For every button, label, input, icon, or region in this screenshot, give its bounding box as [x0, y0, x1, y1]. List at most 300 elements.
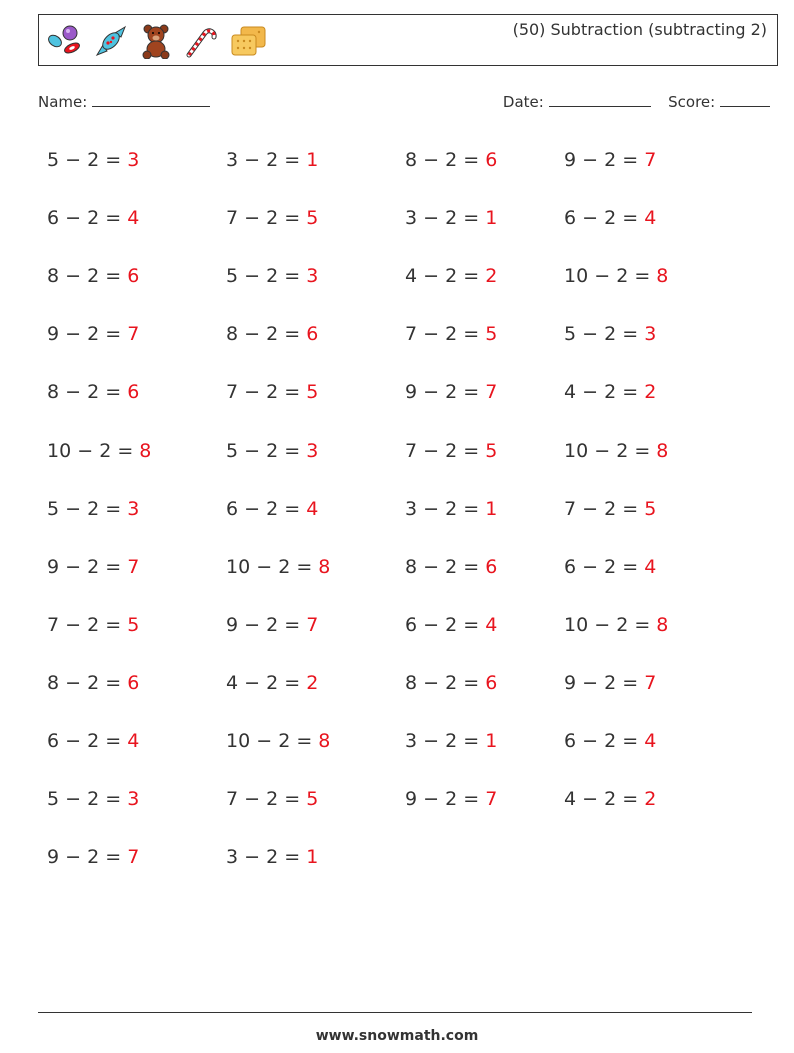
equals-sign: = — [616, 555, 645, 578]
minuend: 7 — [226, 207, 239, 230]
minuend: 9 — [405, 381, 418, 404]
equals-sign: = — [99, 555, 128, 578]
problem-item — [226, 555, 330, 579]
answer: 4 — [485, 613, 498, 636]
problem-item — [47, 787, 139, 811]
minus-sign: − — [59, 613, 88, 636]
minus-sign: − — [588, 613, 617, 636]
subtrahend: 2 — [266, 613, 279, 636]
minus-sign: − — [59, 381, 88, 404]
answer: 5 — [485, 439, 498, 462]
subtrahend: 2 — [87, 671, 100, 694]
minus-sign: − — [250, 730, 279, 752]
worksheet-title: (50) Subtraction (subtracting 2) — [512, 20, 767, 39]
answer: 6 — [485, 555, 498, 578]
subtrahend: 2 — [87, 265, 100, 288]
subtrahend: 2 — [87, 613, 100, 636]
answer: 6 — [485, 149, 498, 171]
minus-sign: − — [417, 613, 446, 636]
equals-sign: = — [457, 788, 486, 811]
minuend: 6 — [47, 730, 60, 752]
equals-sign: = — [457, 149, 486, 171]
minuend: 3 — [405, 730, 418, 752]
equals-sign: = — [616, 671, 645, 694]
answer: 4 — [644, 730, 657, 752]
subtrahend: 2 — [604, 671, 617, 694]
minuend: 9 — [564, 149, 577, 171]
equals-sign: = — [616, 497, 645, 520]
equals-sign: = — [278, 439, 307, 462]
answer: 4 — [127, 207, 140, 230]
subtrahend: 2 — [266, 497, 279, 520]
minuend: 9 — [405, 788, 418, 811]
problem-item — [564, 322, 656, 346]
problem-item — [564, 148, 656, 172]
minus-sign: − — [417, 497, 446, 520]
problem-item — [564, 555, 656, 579]
minus-sign: − — [417, 207, 446, 230]
equals-sign: = — [278, 323, 307, 346]
answer: 8 — [656, 265, 669, 288]
answer: 7 — [644, 149, 657, 171]
problem-item — [47, 497, 139, 521]
info-row — [38, 92, 778, 116]
minuend: 3 — [226, 149, 239, 171]
subtrahend: 2 — [616, 265, 629, 288]
subtrahend: 2 — [604, 788, 617, 811]
problem-item — [47, 264, 139, 288]
answer: 6 — [485, 671, 498, 694]
equals-sign: = — [616, 730, 645, 752]
date-score-fields — [503, 92, 770, 111]
minus-sign: − — [59, 323, 88, 346]
minus-sign: − — [59, 555, 88, 578]
answer: 5 — [306, 207, 319, 230]
minus-sign: − — [576, 323, 605, 346]
subtrahend: 2 — [445, 788, 458, 811]
minuend: 10 — [564, 265, 589, 288]
equals-sign: = — [278, 149, 307, 171]
equals-sign: = — [99, 613, 128, 636]
subtrahend: 2 — [87, 730, 100, 752]
problem-item — [405, 322, 497, 346]
equals-sign: = — [628, 613, 657, 636]
footer-divider — [38, 1012, 752, 1013]
minuend: 5 — [564, 323, 577, 346]
problem-item — [47, 729, 139, 753]
equals-sign: = — [457, 381, 486, 404]
answer: 8 — [139, 439, 152, 462]
equals-sign: = — [457, 265, 486, 288]
problem-item — [564, 206, 656, 230]
equals-sign: = — [278, 381, 307, 404]
minus-sign: − — [71, 439, 100, 462]
minuend: 3 — [405, 207, 418, 230]
subtrahend: 2 — [266, 381, 279, 404]
subtrahend: 2 — [445, 439, 458, 462]
name-field[interactable] — [38, 92, 210, 111]
subtrahend: 2 — [445, 555, 458, 578]
answer: 2 — [644, 788, 657, 811]
problem-item — [405, 380, 497, 404]
minus-sign: − — [238, 788, 267, 811]
minuend: 7 — [47, 613, 60, 636]
minus-sign: − — [417, 730, 446, 752]
problem-item — [47, 322, 139, 346]
subtrahend: 2 — [604, 381, 617, 404]
equals-sign: = — [278, 497, 307, 520]
answer: 5 — [306, 381, 319, 404]
minuend: 9 — [47, 846, 60, 869]
score-label: Score: — [668, 93, 716, 111]
equals-sign: = — [99, 671, 128, 694]
answer: 4 — [644, 555, 657, 578]
subtrahend: 2 — [616, 613, 629, 636]
problem-item — [564, 380, 656, 404]
answer: 1 — [306, 149, 319, 171]
minuend: 9 — [226, 613, 239, 636]
answer: 7 — [485, 788, 498, 811]
minuend: 10 — [226, 555, 251, 578]
equals-sign: = — [99, 381, 128, 404]
minuend: 6 — [564, 730, 577, 752]
minuend: 6 — [226, 497, 239, 520]
equals-sign: = — [457, 207, 486, 230]
equals-sign: = — [99, 207, 128, 230]
minus-sign: − — [238, 207, 267, 230]
minus-sign: − — [417, 149, 446, 171]
equals-sign: = — [278, 671, 307, 694]
problem-item — [564, 497, 656, 521]
answer: 3 — [127, 788, 140, 811]
problem-item — [47, 613, 139, 637]
date-blank[interactable] — [549, 92, 651, 107]
equals-sign: = — [99, 323, 128, 346]
subtrahend: 2 — [616, 439, 629, 462]
subtrahend: 2 — [445, 730, 458, 752]
answer: 5 — [485, 323, 498, 346]
subtrahend: 2 — [87, 207, 100, 230]
minuend: 5 — [226, 439, 239, 462]
subtrahend: 2 — [266, 323, 279, 346]
answer: 8 — [656, 613, 669, 636]
minus-sign: − — [59, 846, 88, 869]
subtrahend: 2 — [266, 846, 279, 869]
problem-item — [226, 148, 318, 172]
subtrahend: 2 — [87, 323, 100, 346]
problem-item — [564, 729, 656, 753]
problem-item — [405, 613, 497, 637]
answer: 7 — [127, 323, 140, 346]
equals-sign: = — [278, 207, 307, 230]
equals-sign: = — [457, 323, 486, 346]
subtrahend: 2 — [604, 323, 617, 346]
problem-item — [47, 206, 139, 230]
problem-item — [564, 787, 656, 811]
problem-item — [564, 671, 656, 695]
problem-item — [405, 148, 497, 172]
minuend: 9 — [47, 555, 60, 578]
subtrahend: 2 — [266, 149, 279, 171]
minuend: 10 — [564, 439, 589, 462]
equals-sign: = — [111, 439, 140, 462]
subtrahend: 2 — [87, 846, 100, 869]
answer: 6 — [306, 323, 319, 346]
equals-sign: = — [99, 497, 128, 520]
equals-sign: = — [457, 671, 486, 694]
problem-item — [226, 264, 318, 288]
minus-sign: − — [588, 439, 617, 462]
minus-sign: − — [59, 497, 88, 520]
minus-sign: − — [576, 788, 605, 811]
minuend: 7 — [564, 497, 577, 520]
equals-sign: = — [457, 555, 486, 578]
equals-sign: = — [616, 323, 645, 346]
answer: 8 — [656, 439, 669, 462]
problem-item — [564, 613, 668, 637]
worksheet-header — [38, 14, 778, 66]
minuend: 4 — [226, 671, 239, 694]
answer: 3 — [127, 149, 140, 171]
minus-sign: − — [417, 788, 446, 811]
answer: 7 — [127, 555, 140, 578]
subtrahend: 2 — [604, 497, 617, 520]
equals-sign: = — [616, 788, 645, 811]
subtrahend: 2 — [445, 265, 458, 288]
minus-sign: − — [59, 671, 88, 694]
minus-sign: − — [59, 730, 88, 752]
wrapped-candy-icon — [93, 23, 129, 59]
cracker-icon — [229, 23, 269, 59]
minuend: 7 — [405, 439, 418, 462]
answer: 1 — [485, 207, 498, 230]
minus-sign: − — [238, 613, 267, 636]
minuend: 9 — [47, 323, 60, 346]
minus-sign: − — [59, 788, 88, 811]
equals-sign: = — [290, 555, 319, 578]
subtrahend: 2 — [604, 730, 617, 752]
problem-item — [405, 787, 497, 811]
minuend: 4 — [564, 788, 577, 811]
subtrahend: 2 — [87, 497, 100, 520]
minuend: 5 — [47, 149, 60, 171]
problem-item — [47, 845, 139, 869]
answer: 8 — [318, 730, 331, 752]
subtrahend: 2 — [445, 323, 458, 346]
candies-icon — [45, 23, 83, 59]
subtrahend: 2 — [266, 788, 279, 811]
answer: 4 — [127, 730, 140, 752]
answer: 6 — [127, 671, 140, 694]
subtrahend: 2 — [266, 439, 279, 462]
equals-sign: = — [278, 265, 307, 288]
answer: 3 — [644, 323, 657, 346]
minus-sign: − — [238, 149, 267, 171]
answer: 1 — [306, 846, 319, 869]
subtrahend: 2 — [99, 439, 112, 462]
subtrahend: 2 — [278, 730, 291, 752]
answer: 3 — [306, 265, 319, 288]
footer-website: www.snowmath.com — [315, 1028, 479, 1044]
problem-item — [405, 729, 497, 753]
minus-sign: − — [576, 671, 605, 694]
subtrahend: 2 — [87, 381, 100, 404]
minuend: 10 — [564, 613, 589, 636]
equals-sign: = — [99, 788, 128, 811]
equals-sign: = — [457, 439, 486, 462]
problem-item — [226, 671, 318, 695]
equals-sign: = — [278, 846, 307, 869]
equals-sign: = — [616, 207, 645, 230]
answer: 7 — [644, 671, 657, 694]
subtrahend: 2 — [445, 207, 458, 230]
answer: 3 — [306, 439, 319, 462]
answer: 6 — [127, 381, 140, 404]
minuend: 10 — [226, 730, 251, 752]
equals-sign: = — [628, 439, 657, 462]
answer: 2 — [644, 381, 657, 404]
minuend: 7 — [226, 788, 239, 811]
equals-sign: = — [616, 381, 645, 404]
minus-sign: − — [238, 497, 267, 520]
minus-sign: − — [238, 671, 267, 694]
minuend: 6 — [47, 207, 60, 230]
name-blank[interactable] — [92, 92, 210, 107]
subtrahend: 2 — [87, 555, 100, 578]
name-label: Name: — [38, 93, 88, 111]
equals-sign: = — [616, 149, 645, 171]
answer: 5 — [127, 613, 140, 636]
header-icons — [45, 23, 269, 59]
answer: 7 — [485, 381, 498, 404]
minuend: 6 — [405, 613, 418, 636]
minus-sign: − — [576, 730, 605, 752]
problem-item — [47, 148, 139, 172]
minus-sign: − — [238, 439, 267, 462]
minuend: 10 — [47, 439, 72, 462]
minuend: 4 — [564, 381, 577, 404]
subtrahend: 2 — [445, 671, 458, 694]
equals-sign: = — [628, 265, 657, 288]
subtrahend: 2 — [266, 207, 279, 230]
equals-sign: = — [457, 730, 486, 752]
minus-sign: − — [59, 265, 88, 288]
minuend: 8 — [47, 265, 60, 288]
date-label: Date: — [502, 93, 544, 111]
equals-sign: = — [99, 265, 128, 288]
teddy-bear-icon — [139, 23, 173, 59]
problem-item — [226, 380, 318, 404]
minuend: 8 — [405, 555, 418, 578]
minuend: 4 — [405, 265, 418, 288]
equals-sign: = — [290, 730, 319, 752]
minus-sign: − — [238, 323, 267, 346]
minus-sign: − — [417, 381, 446, 404]
problem-item — [226, 322, 318, 346]
minuend: 5 — [47, 497, 60, 520]
subtrahend: 2 — [278, 555, 291, 578]
answer: 1 — [485, 497, 498, 520]
minuend: 3 — [405, 497, 418, 520]
equals-sign: = — [278, 613, 307, 636]
minuend: 7 — [226, 381, 239, 404]
minuend: 8 — [47, 381, 60, 404]
equals-sign: = — [99, 846, 128, 869]
minus-sign: − — [417, 671, 446, 694]
problem-item — [226, 729, 330, 753]
answer: 3 — [127, 497, 140, 520]
candy-cane-icon — [183, 23, 219, 59]
subtrahend: 2 — [87, 788, 100, 811]
problem-item — [405, 555, 497, 579]
minus-sign: − — [576, 149, 605, 171]
answer: 7 — [306, 613, 319, 636]
minuend: 8 — [226, 323, 239, 346]
minuend: 5 — [226, 265, 239, 288]
problem-item — [405, 264, 497, 288]
minuend: 8 — [405, 671, 418, 694]
minus-sign: − — [417, 265, 446, 288]
minus-sign: − — [576, 381, 605, 404]
equals-sign: = — [457, 497, 486, 520]
minus-sign: − — [588, 265, 617, 288]
problem-item — [226, 787, 318, 811]
minus-sign: − — [238, 265, 267, 288]
minuend: 3 — [226, 846, 239, 869]
problem-item — [226, 845, 318, 869]
problem-item — [564, 264, 668, 288]
minuend: 9 — [564, 671, 577, 694]
minuend: 5 — [47, 788, 60, 811]
score-blank[interactable] — [720, 92, 770, 107]
subtrahend: 2 — [266, 671, 279, 694]
problem-item — [405, 439, 497, 463]
problem-item — [47, 380, 139, 404]
answer: 4 — [644, 207, 657, 230]
equals-sign: = — [99, 730, 128, 752]
problem-item — [405, 206, 497, 230]
subtrahend: 2 — [445, 149, 458, 171]
minus-sign: − — [250, 555, 279, 578]
subtrahend: 2 — [445, 381, 458, 404]
problem-item — [564, 439, 668, 463]
minus-sign: − — [576, 555, 605, 578]
equals-sign: = — [99, 149, 128, 171]
minus-sign: − — [238, 846, 267, 869]
problem-item — [226, 439, 318, 463]
subtrahend: 2 — [266, 265, 279, 288]
equals-sign: = — [278, 788, 307, 811]
problem-item — [47, 555, 139, 579]
minuend: 6 — [564, 555, 577, 578]
minuend: 6 — [564, 207, 577, 230]
problem-item — [47, 439, 151, 463]
problem-item — [226, 613, 318, 637]
answer: 5 — [306, 788, 319, 811]
answer: 2 — [306, 671, 319, 694]
answer: 7 — [127, 846, 140, 869]
subtrahend: 2 — [445, 613, 458, 636]
minus-sign: − — [576, 207, 605, 230]
problem-item — [226, 206, 318, 230]
problem-item — [47, 671, 139, 695]
problem-item — [226, 497, 318, 521]
subtrahend: 2 — [604, 149, 617, 171]
answer: 8 — [318, 555, 331, 578]
minus-sign: − — [576, 497, 605, 520]
problem-item — [405, 671, 497, 695]
equals-sign: = — [457, 613, 486, 636]
